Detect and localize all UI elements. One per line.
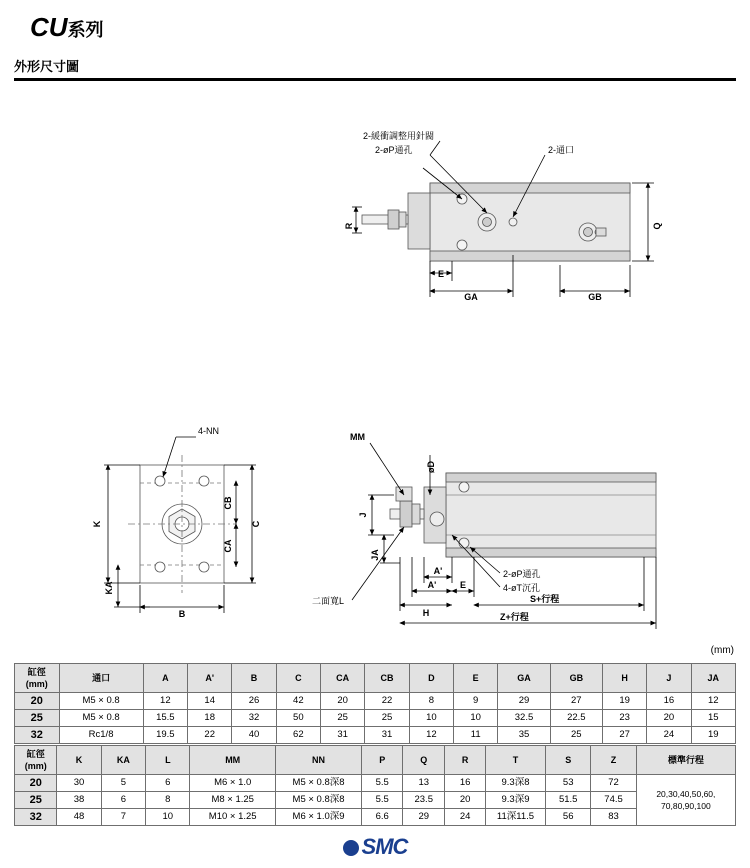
table2-row0-c1: 5 (101, 775, 146, 792)
table1-row1-c13: 15 (691, 710, 735, 727)
section-heading-label: 外形尺寸圖 (14, 59, 80, 74)
table1-row0-c12: 16 (647, 693, 691, 710)
table2-row0-c10: 72 (591, 775, 636, 792)
dim-S-stroke: S+行程 (530, 594, 560, 604)
dim-B: B (178, 609, 186, 619)
table2-row0-c0: 30 (57, 775, 101, 792)
dim-A-prime-2: A' (427, 580, 437, 590)
table1-row2-c12: 24 (647, 727, 691, 744)
callout-nn-holes: 4-NN (198, 426, 220, 436)
table1-col-GA: GA (498, 664, 550, 693)
table1-row2-c13: 19 (691, 727, 735, 744)
table2-row1-c8: 9.3深9 (486, 792, 546, 809)
table1-row1-c2: 18 (188, 710, 232, 727)
table2-row1-c1: 6 (101, 792, 146, 809)
page-title (30, 12, 104, 43)
table-row (15, 775, 736, 792)
table2-row1-c0: 38 (57, 792, 101, 809)
table2-col-Z: Z (591, 746, 636, 775)
table1-col-JA: JA (691, 664, 735, 693)
table1-row0-c8: 9 (454, 693, 498, 710)
dim-CB: CB (223, 496, 233, 510)
table2-row0-c8: 9.3深8 (486, 775, 546, 792)
table2-col-K: K (57, 746, 101, 775)
table2-row1-bore: 25 (15, 792, 57, 809)
dim-KA: KA (104, 581, 114, 595)
table2-row0-c4: M5 × 0.8深8 (275, 775, 361, 792)
table2-row1-c3: M8 × 1.25 (190, 792, 276, 809)
table1-row0-c5: 20 (321, 693, 365, 710)
table1-row0-c6: 22 (365, 693, 409, 710)
table1-row1-c6: 25 (365, 710, 409, 727)
table2-col-bore: 缸徑 (mm) (15, 746, 57, 775)
dim-GA: GA (464, 292, 478, 302)
table1-row2-c6: 31 (365, 727, 409, 744)
dim-R: R (344, 222, 354, 230)
page-title-series: 系列 (67, 20, 104, 40)
table1-row0-c13: 12 (691, 693, 735, 710)
table1-row1-bore: 25 (15, 710, 60, 727)
table1-row1-c1: 15.5 (143, 710, 187, 727)
page-title-main: CU (30, 12, 68, 42)
table1-row1-c10: 22.5 (550, 710, 602, 727)
footer (0, 834, 750, 860)
table1-row2-c9: 35 (498, 727, 550, 744)
table2-row2-c10: 83 (591, 809, 636, 826)
table1-row2-c7: 12 (409, 727, 453, 744)
table1-row0-c10: 27 (550, 693, 602, 710)
table1-row0-c7: 8 (409, 693, 453, 710)
table2-row1-c10: 74.5 (591, 792, 636, 809)
dim-C: C (251, 520, 261, 528)
callout-mm: MM (350, 432, 365, 442)
table2-row1-c7: 20 (445, 792, 486, 809)
table2-row0-c3: M6 × 1.0 (190, 775, 276, 792)
table2-row1-c2: 8 (146, 792, 190, 809)
table2-row2-c1: 7 (101, 809, 146, 826)
table1-row2-bore: 32 (15, 727, 60, 744)
dim-CA: CA (223, 539, 233, 553)
smc-logo-text: SMC (361, 834, 408, 859)
table2-row1-c4: M5 × 0.8深8 (275, 792, 361, 809)
dimension-drawing (0, 95, 750, 640)
table1-row2-c10: 25 (550, 727, 602, 744)
section-heading-rule (14, 78, 736, 81)
table2-col-T: T (486, 746, 546, 775)
table2-row2-c3: M10 × 1.25 (190, 809, 276, 826)
table2-row2-c9: 56 (546, 809, 591, 826)
table1-col-J: J (647, 664, 691, 693)
table2-row2-c2: 10 (146, 809, 190, 826)
table1-col-C: C (276, 664, 320, 693)
table1-row1-c11: 23 (602, 710, 646, 727)
dim-A-prime-1: A' (433, 566, 443, 576)
table1-row0-c3: 26 (232, 693, 276, 710)
dim-H: H (422, 608, 430, 618)
section-heading (14, 56, 736, 81)
dimension-table-2 (14, 745, 736, 826)
table1-col-CB: CB (365, 664, 409, 693)
table2-col-MM: MM (190, 746, 276, 775)
table1-row0-c2: 14 (188, 693, 232, 710)
callout-flat-width: 二面寬L (312, 596, 345, 606)
dim-JA: JA (370, 549, 380, 561)
table1-row2-c3: 40 (232, 727, 276, 744)
table2-row2-c6: 29 (403, 809, 445, 826)
table1-col-D: D (409, 664, 453, 693)
callout-d: øD (426, 461, 436, 473)
callout-t-counterbore: 4-øT沉孔 (503, 583, 540, 593)
table1-col-CA: CA (321, 664, 365, 693)
table2-row2-bore: 32 (15, 809, 57, 826)
table2-row1-c9: 51.5 (546, 792, 591, 809)
table2-row2-c4: M6 × 1.0深9 (275, 809, 361, 826)
table1-col-port: 通口 (59, 664, 143, 693)
table1-col-GB: GB (550, 664, 602, 693)
table2-col-S: S (546, 746, 591, 775)
table1-col-B: B (232, 664, 276, 693)
table1-col-Aprime: A' (188, 664, 232, 693)
table1-header-row (15, 664, 736, 693)
table1-col-A: A (143, 664, 187, 693)
table2-col-standard-stroke: 標準行程 (636, 746, 735, 775)
dim-GB: GB (588, 292, 602, 302)
table1-row2-c2: 22 (188, 727, 232, 744)
table1-row1-c5: 25 (321, 710, 365, 727)
table1-row2-c4: 62 (276, 727, 320, 744)
table-row (15, 792, 736, 809)
table1-col-E: E (454, 664, 498, 693)
table2-row0-c7: 16 (445, 775, 486, 792)
dim-E-side: E (459, 580, 467, 590)
table1-row0-c0: M5 × 0.8 (59, 693, 143, 710)
table1-row0-c4: 42 (276, 693, 320, 710)
table-row (15, 809, 736, 826)
table1-row1-c0: M5 × 0.8 (59, 710, 143, 727)
table2-row0-c6: 13 (403, 775, 445, 792)
table1-row2-c1: 19.5 (143, 727, 187, 744)
table-row (15, 710, 736, 727)
table1-row2-c5: 31 (321, 727, 365, 744)
table1-row1-c8: 10 (454, 710, 498, 727)
table1-row1-c7: 10 (409, 710, 453, 727)
table1-row0-c9: 29 (498, 693, 550, 710)
table2-col-P: P (362, 746, 403, 775)
dim-E-top: E (437, 269, 445, 279)
dim-Z-stroke: Z+行程 (500, 612, 529, 622)
table1-row1-c3: 32 (232, 710, 276, 727)
table1-row0-c1: 12 (143, 693, 187, 710)
table2-row0-bore: 20 (15, 775, 57, 792)
table2-row2-c8: 11深11.5 (486, 809, 546, 826)
drawing-svg (0, 95, 750, 640)
table1-row0-bore: 20 (15, 693, 60, 710)
dim-J: J (358, 512, 368, 518)
callout-cushion-valve: 2-緩衝調整用針閥 (363, 131, 435, 141)
table1-row2-c11: 27 (602, 727, 646, 744)
table2-col-L: L (146, 746, 190, 775)
table2-row0-c5: 5.5 (362, 775, 403, 792)
table2-row2-c0: 48 (57, 809, 101, 826)
table2-col-R: R (445, 746, 486, 775)
table1-row1-c9: 32.5 (498, 710, 550, 727)
table1-col-bore: 缸徑 (mm) (15, 664, 60, 693)
table1-row2-c8: 11 (454, 727, 498, 744)
unit-note: (mm) (710, 645, 734, 656)
table2-col-KA: KA (101, 746, 146, 775)
table2-standard-stroke-value: 20,30,40,50,60, 70,80,90,100 (636, 775, 735, 826)
table1-row0-c11: 19 (602, 693, 646, 710)
table2-col-NN: NN (275, 746, 361, 775)
dim-K: K (92, 520, 102, 528)
callout-port-top: 2-通口 (548, 145, 575, 155)
table2-row0-c2: 6 (146, 775, 190, 792)
table2-row1-c5: 5.5 (362, 792, 403, 809)
table2-col-Q: Q (403, 746, 445, 775)
smc-logo-mark-icon (343, 840, 359, 856)
table1-row1-c4: 50 (276, 710, 320, 727)
table1-row1-c12: 20 (647, 710, 691, 727)
table2-row2-c7: 24 (445, 809, 486, 826)
table-row (15, 727, 736, 744)
table1-col-H: H (602, 664, 646, 693)
table2-header-row (15, 746, 736, 775)
dim-Q: Q (652, 222, 662, 230)
table2-row1-c6: 23.5 (403, 792, 445, 809)
table1-row2-c0: Rc1/8 (59, 727, 143, 744)
table2-row2-c5: 6.6 (362, 809, 403, 826)
smc-logo (343, 834, 408, 860)
callout-p-hole-top: 2-øP通孔 (375, 145, 413, 155)
table-row (15, 693, 736, 710)
dimension-table-1 (14, 663, 736, 744)
callout-p-hole-side: 2-øP通孔 (503, 569, 541, 579)
table2-row0-c9: 53 (546, 775, 591, 792)
